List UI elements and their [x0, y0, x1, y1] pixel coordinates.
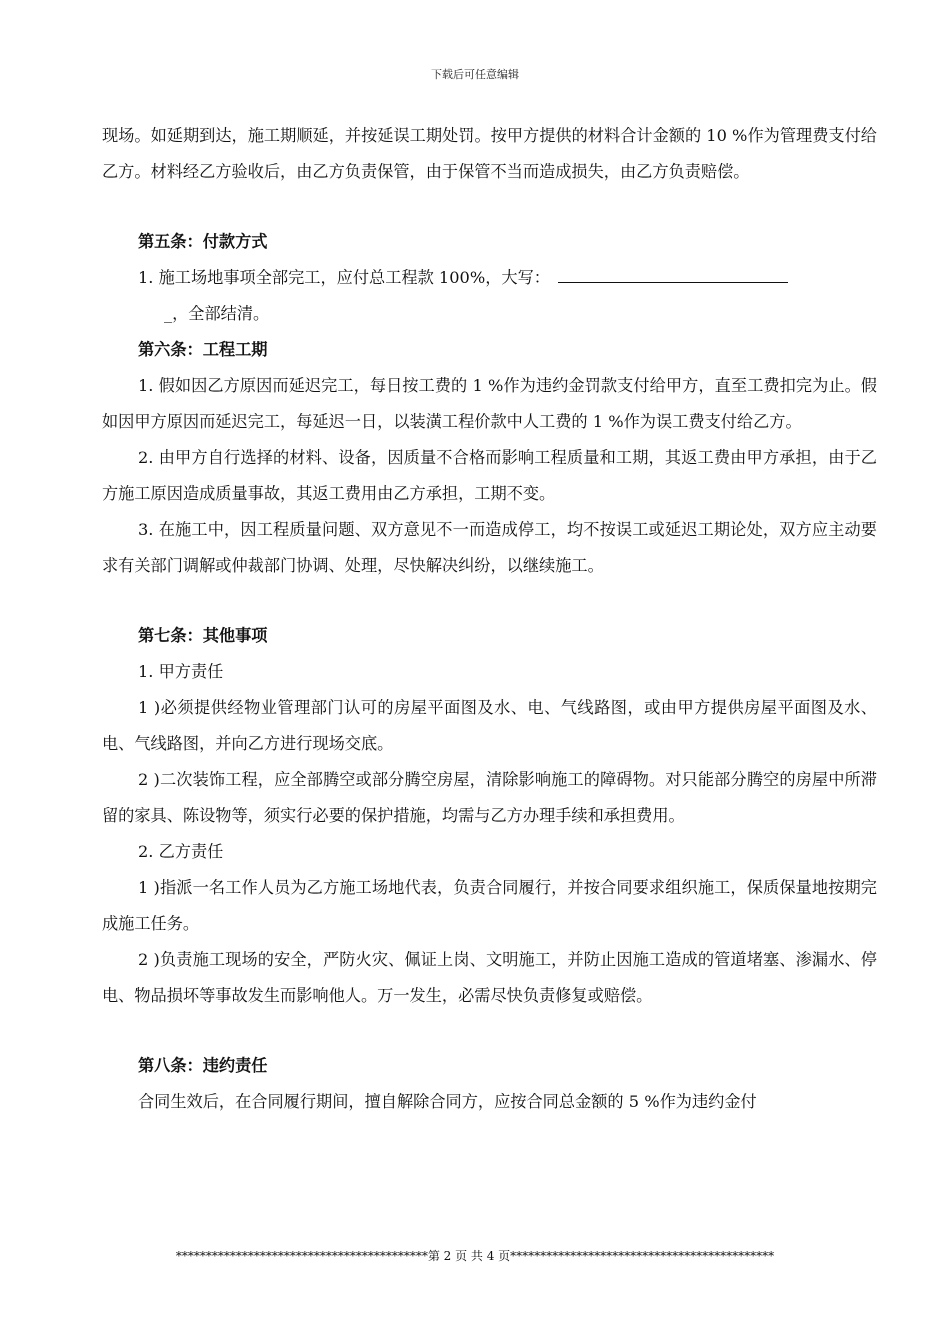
party-a-label: 1. 甲方责任 [138, 662, 224, 681]
article8-text: 合同生效后，在合同履行期间，擅自解除合同方，应按合同总金额的 5 %作为违约金付 [138, 1092, 757, 1111]
article5-item1-continuation: _，全部结清。 [164, 304, 270, 323]
party-b-item1: 1 )指派一名工作人员为乙方施工场地代表，负责合同履行，并按合同要求组织施工，保质保量地按期完成施工任务。 [102, 878, 877, 933]
article6-item3: 3. 在施工中，因工程质量问题、双方意见不一而造成停工，均不按误工或延迟工期论处，双方应主动要求有关部门调解或仲裁部门协调、处理，尽快解决纠纷，以继续施工。 [102, 520, 877, 575]
amount-blank-line [558, 268, 788, 283]
article5-heading: 第五条：付款方式 [138, 232, 268, 251]
article7-heading: 第七条：其他事项 [138, 626, 268, 645]
page-header: 下载后可任意编辑 [431, 68, 519, 81]
party-a-item1: 1 )必须提供经物业管理部门认可的房屋平面图及水、电、气线路图，或由甲方提供房屋平面图及水、电、气线路图，并向乙方进行现场交底。 [102, 698, 877, 753]
spacer [102, 584, 877, 618]
article5-item1 [102, 260, 877, 296]
party-a-item2: 2 )二次装饰工程，应全部腾空或部分腾空房屋，清除影响施工的障碍物。对只能部分腾空的房屋中所滞留的家具、陈设物等，须实行必要的保护措施，均需与乙方办理手续和承担费用。 [102, 770, 877, 825]
article8-heading: 第八条：违约责任 [138, 1056, 268, 1075]
article6-item1: 1. 假如因乙方原因而延迟完工，每日按工费的 1 %作为违约金罚款支付给甲方，直至工费扣完为止。假如因甲方原因而延迟完工，每延迟一日，以装潢工程价款中人工费的 1 %作为误工费支付给乙方。 [102, 376, 877, 431]
party-b-label: 2. 乙方责任 [138, 842, 224, 861]
article6-item2: 2. 由甲方自行选择的材料、设备，因质量不合格而影响工程质量和工期，其返工费由甲方承担，由于乙方施工原因造成质量事故，其返工费用由乙方承担，工期不变。 [102, 448, 877, 503]
spacer [102, 190, 877, 224]
article6-heading: 第六条：工程工期 [138, 340, 268, 359]
party-b-item2: 2 )负责施工现场的安全，严防火灾、佩证上岗、文明施工，并防止因施工造成的管道堵塞、渗漏水、停电、物品损坏等事故发生而影响他人。万一发生，必需尽快负责修复或赔偿。 [102, 950, 877, 1005]
article5-item1-text: 1. 施工场地事项全部完工，应付总工程款 100%，大写： [138, 268, 550, 287]
spacer [102, 1014, 877, 1048]
page-footer: ******************************************第 2 页 共 4 页******************************************** [175, 1249, 775, 1263]
document-body [102, 118, 877, 1120]
intro-paragraph: 现场。如延期到达，施工期顺延，并按延误工期处罚。按甲方提供的材料合计金额的 10 %作为管理费支付给乙方。材料经乙方验收后，由乙方负责保管，由于保管不当而造成损失，由乙方负责赔偿。 [102, 126, 877, 181]
